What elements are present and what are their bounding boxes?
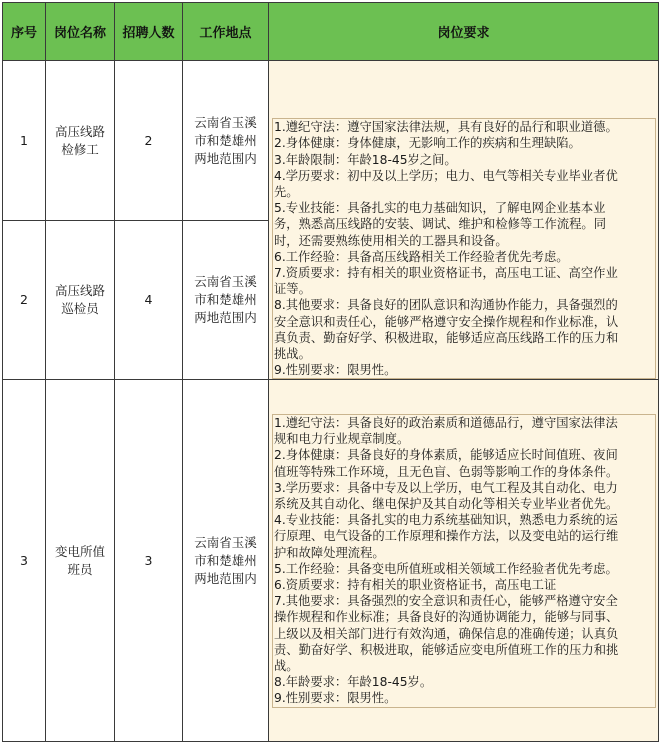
requirement-line: 责、勤奋好学、积极进取，能够适应变电所值班工作的压力和挑 xyxy=(274,642,619,657)
location-line: 云南省玉溪 xyxy=(194,114,257,130)
job-title-line: 高压线路 xyxy=(54,283,105,299)
requirement-line: 3.年龄限制：年龄18-45岁之间。 xyxy=(274,152,457,167)
job-title-line: 巡检员 xyxy=(61,301,99,317)
requirement-line: 安全意识和责任心，能够严格遵守安全操作规程和作业标准，认 xyxy=(274,314,619,329)
requirement-line: 6.资质要求：持有相关的职业资格证书，高压电工证 xyxy=(274,577,557,592)
requirement-line: 系统及其自动化、继电保护及其自动化等相关专业毕业者优先。 xyxy=(274,496,619,511)
requirement-line: 9.性别要求：限男性。 xyxy=(274,691,397,706)
location-line: 两地范围内 xyxy=(194,310,257,326)
requirements-list xyxy=(272,414,656,708)
work-location xyxy=(183,61,269,221)
job-title-line: 班员 xyxy=(67,561,93,577)
job-title xyxy=(46,380,115,742)
requirement-line: 7.资质要求：持有相关的职业资格证书，高压电工证、高空作业 xyxy=(274,266,618,281)
hire-count: 3 xyxy=(115,380,183,742)
requirement-line: 务，熟悉高压线路的安装、调试、维护和检修等工作流程。同 xyxy=(274,217,607,232)
requirement-line: 规和电力行业规章制度。 xyxy=(274,432,410,447)
job-title xyxy=(46,61,115,221)
job-title-line: 检修工 xyxy=(61,141,99,157)
requirement-line: 证等。 xyxy=(274,282,311,297)
requirement-line: 真负责、勤奋好学、积极进取，能够适应高压线路工作的压力和 xyxy=(274,330,619,345)
row-no: 3 xyxy=(3,380,46,742)
location-line: 市和楚雄州 xyxy=(194,552,257,568)
row-no: 1 xyxy=(3,61,46,221)
table-row xyxy=(3,380,659,742)
requirement-line: 1.遵纪守法：遵守国家法律法规，具有良好的品行和职业道德。 xyxy=(274,120,618,135)
header-requirements: 岗位要求 xyxy=(269,3,659,61)
location-line: 两地范围内 xyxy=(194,570,257,586)
location-line: 市和楚雄州 xyxy=(194,132,257,148)
requirement-line: 战。 xyxy=(274,658,299,673)
requirement-line: 行原理、电气设备的工作原理和操作方法，以及变电站的运行维 xyxy=(274,529,619,544)
requirement-line: 8.其他要求：具备良好的团队意识和沟通协作能力，具备强烈的 xyxy=(274,298,618,313)
header-row xyxy=(3,3,659,61)
recruitment-table xyxy=(2,2,659,742)
header-location: 工作地点 xyxy=(183,3,269,61)
requirement-line: 值班等特殊工作环境，且无色盲、色弱等影响工作的身体条件。 xyxy=(274,464,619,479)
requirement-line: 5.专业技能：具备扎实的电力基础知识，了解电网企业基本业 xyxy=(274,201,606,216)
location-line: 云南省玉溪 xyxy=(194,534,257,550)
table-row xyxy=(3,61,659,221)
hire-count: 4 xyxy=(115,221,183,380)
row-no: 2 xyxy=(3,221,46,380)
header-title: 岗位名称 xyxy=(46,3,115,61)
requirement-line: 1.遵纪守法：具备良好的政治素质和道德品行，遵守国家法律法 xyxy=(274,415,618,430)
requirements-list xyxy=(272,118,656,379)
requirement-line: 2.身体健康：身体健康，无影响工作的疾病和生理缺陷。 xyxy=(274,136,581,151)
location-line: 云南省玉溪 xyxy=(194,274,257,290)
work-location xyxy=(183,221,269,380)
requirement-line: 8.年龄要求：年龄18-45岁。 xyxy=(274,675,433,690)
job-title-line: 高压线路 xyxy=(54,123,105,139)
requirement-line: 5.工作经验：具备变电所值班或相关领域工作经验者优先考虑。 xyxy=(274,561,618,576)
requirement-line: 护和故障处理流程。 xyxy=(274,545,385,560)
requirement-line: 时，还需要熟练使用相关的工器具和设备。 xyxy=(274,233,508,248)
requirement-line: 7.其他要求：具备强烈的安全意识和责任心，能够严格遵守安全 xyxy=(274,594,618,609)
requirement-line: 上级以及相关部门进行有效沟通，确保信息的准确传递；认真负 xyxy=(274,626,619,641)
job-title-line: 变电所值 xyxy=(54,543,105,559)
hire-count: 2 xyxy=(115,61,183,221)
requirement-line: 4.学历要求：初中及以上学历；电力、电气等相关专业毕业者优 xyxy=(274,168,618,183)
requirement-line: 9.性别要求：限男性。 xyxy=(274,363,397,378)
requirement-line: 操作规程和作业标准；具备良好的沟通协调能力，能够与同事、 xyxy=(274,610,619,625)
requirement-line: 6.工作经验：具备高压线路相关工作经验者优先考虑。 xyxy=(274,249,569,264)
requirement-line: 4.专业技能：具备扎实的电力系统基础知识，熟悉电力系统的运 xyxy=(274,513,618,528)
requirement-line: 挑战。 xyxy=(274,347,311,362)
requirement-line: 先。 xyxy=(274,185,299,200)
location-line: 市和楚雄州 xyxy=(194,292,257,308)
work-location xyxy=(183,380,269,742)
requirement-line: 2.身体健康：具备良好的身体素质，能够适应长时间值班、夜间 xyxy=(274,448,618,463)
requirement-line: 3.学历要求：具备中专及以上学历，电气工程及其自动化、电力 xyxy=(274,480,618,495)
requirements-cell-shared xyxy=(269,61,659,380)
requirements-cell xyxy=(269,380,659,742)
location-line: 两地范围内 xyxy=(194,150,257,166)
header-count: 招聘人数 xyxy=(115,3,183,61)
job-title xyxy=(46,221,115,380)
header-no: 序号 xyxy=(3,3,46,61)
